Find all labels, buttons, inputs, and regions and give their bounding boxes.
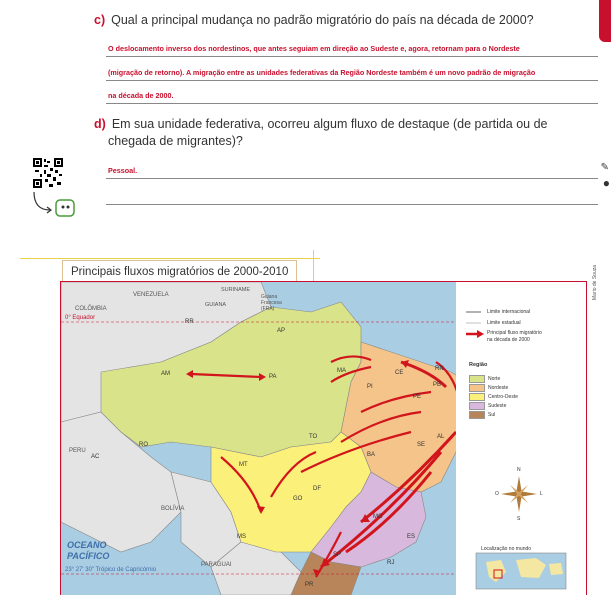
state-label: SP: [333, 552, 342, 558]
compass-n: N: [517, 467, 521, 473]
country-label: SURINAME: [221, 287, 251, 293]
side-globe-icon: ●: [602, 176, 610, 190]
state-label: SE: [417, 442, 426, 448]
state-label: RO: [139, 442, 148, 448]
country-label: Guiana Francesa (FRA): [261, 294, 282, 312]
world-inset-label: Localização no mundo: [481, 546, 532, 552]
answer-c-line-2: (migração de retorno). A migração entre as unidades federativas da Região Nordeste também é um novo padrão de migração: [108, 68, 536, 77]
question-d: d) Em sua unidade federativa, ocorreu algum fluxo de destaque (de partida ou de chegada de migrantes)?: [94, 117, 548, 148]
state-label: RR: [185, 319, 194, 325]
state-label: PI: [367, 384, 373, 390]
answer-rule: [106, 103, 598, 104]
country-label: VENEZUELA: [133, 292, 169, 298]
page-edge-tab: [599, 0, 611, 42]
state-label: BA: [367, 452, 376, 458]
map-credit: Mario de Souza: [592, 264, 598, 300]
legend-region-label: Norte: [488, 375, 501, 382]
answer-rule: [106, 80, 598, 81]
ocean-label: OCEANO: [67, 540, 107, 550]
legend-state-limit: Limite estadual: [487, 320, 521, 326]
legend-intl-limit: Limite internacional: [487, 309, 531, 315]
state-label: CE: [395, 370, 404, 376]
legend-region-title: Região: [469, 362, 488, 368]
legend-region-swatch: [469, 411, 485, 419]
answer-rule: [106, 204, 598, 205]
map-title: Principais fluxos migratórios de 2000-2010: [62, 260, 297, 283]
state-label: PA: [269, 374, 277, 380]
state-label: PE: [413, 394, 422, 400]
answer-rule: [106, 178, 598, 179]
tropic-label: 23° 27' 30" Trópico de Capricórnio: [65, 567, 157, 573]
legend-region-item: [469, 379, 509, 391]
state-label: MS: [237, 534, 246, 540]
migration-map: [60, 281, 587, 595]
state-label: PB: [433, 382, 442, 388]
state-label: MT: [239, 462, 248, 468]
question-c: c) Qual a principal mudança no padrão migratório do país na década de 2000?: [94, 13, 534, 27]
country-label: PARAGUAI: [201, 562, 232, 568]
country-label: BOLÍVIA: [161, 506, 185, 512]
compass-e: L: [540, 491, 543, 497]
qr-code-icon[interactable]: [33, 158, 63, 188]
state-label: PR: [305, 582, 314, 588]
title-rule: [20, 258, 320, 259]
state-label: AM: [161, 371, 170, 377]
title-rule-vertical: [313, 250, 314, 282]
answer-d: Pessoal.: [108, 166, 138, 175]
legend-region-label: Nordeste: [488, 384, 509, 391]
state-label: ES: [407, 534, 416, 540]
state-label: GO: [293, 496, 303, 502]
qr-arrow-icon: [30, 190, 82, 218]
legend-region-label: Centro-Oeste: [488, 393, 519, 400]
state-label: AL: [437, 434, 445, 440]
legend-region-label: Sul: [488, 411, 496, 418]
state-label: DF: [313, 486, 321, 492]
legend-flow-2: na década de 2000: [487, 337, 530, 343]
answer-rule: [106, 56, 598, 57]
state-label: TO: [309, 434, 318, 440]
country-label: COLÔMBIA: [75, 306, 107, 312]
state-label: AC: [91, 454, 100, 460]
country-label: PERU: [69, 448, 86, 454]
legend-flow-1: Principal fluxo migratório: [487, 330, 542, 336]
state-label: MG: [373, 514, 383, 520]
state-label: RJ: [387, 560, 395, 566]
legend-region-item: [469, 370, 501, 382]
legend-region-item: [469, 406, 496, 418]
legend-region-item: [469, 397, 507, 409]
state-label: AP: [277, 328, 286, 334]
compass-w: O: [495, 491, 499, 497]
compass-s: S: [517, 516, 521, 522]
ocean-label: PACÍFICO: [67, 551, 110, 561]
legend-region-label: Sudeste: [488, 402, 507, 409]
answer-c-line-3: na década de 2000.: [108, 91, 174, 100]
equator-label: 0° Equador: [65, 315, 96, 321]
state-label: MA: [337, 368, 346, 374]
legend-region-item: [469, 388, 519, 400]
answer-c-line-1: O deslocamento inverso dos nordestinos, que antes seguiam em direção ao Sudeste e, agora, retornam para o Nordeste: [108, 44, 520, 53]
side-pin-icon: ✎: [600, 162, 609, 173]
country-label: GUIANA: [205, 302, 227, 308]
state-label: RN: [435, 366, 444, 372]
